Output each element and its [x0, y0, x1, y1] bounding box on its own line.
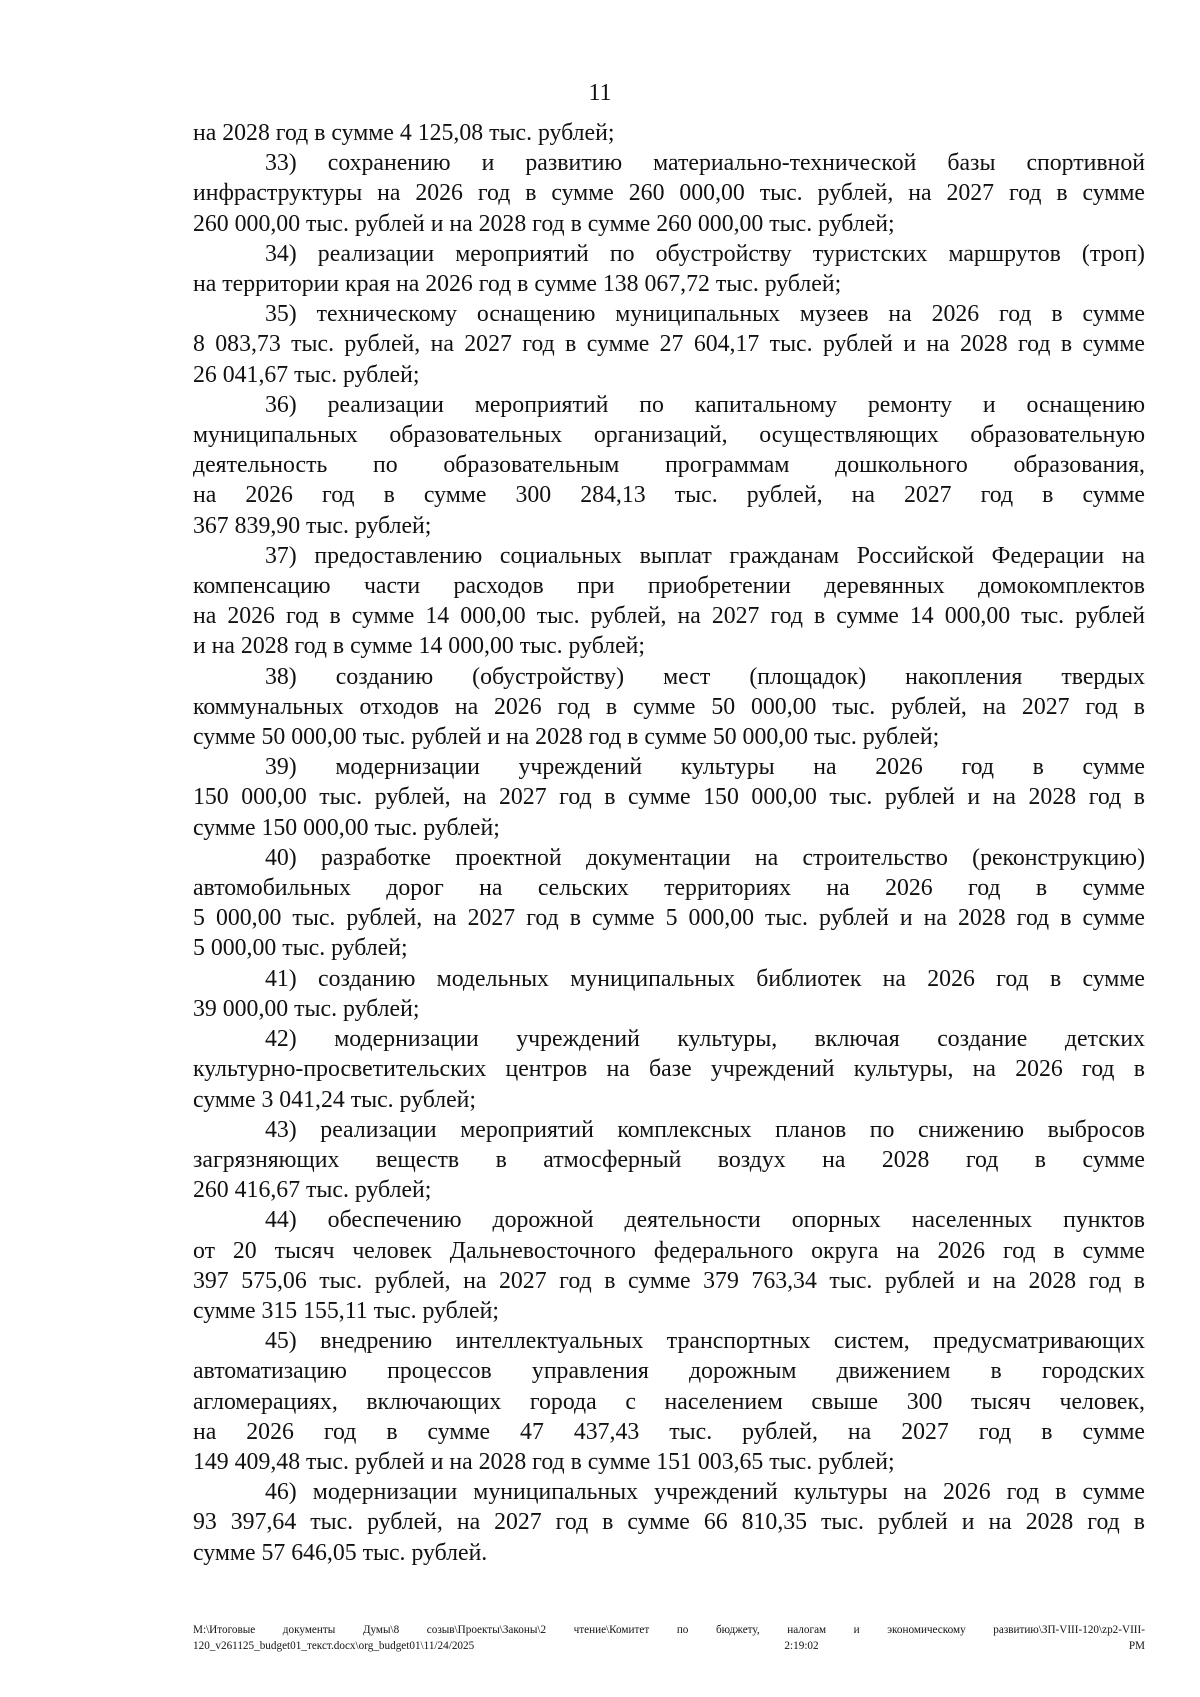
- text-line: муниципальных образовательных организаций, осуществляющих образовательную: [193, 422, 1145, 449]
- text-line: 34) реализации мероприятий по обустройству туристских маршрутов (троп): [265, 240, 1145, 267]
- text-line: 367 839,90 тыс. рублей;: [193, 512, 432, 539]
- paragraph-item-34: [193, 239, 1145, 299]
- text-line: 260 000,00 тыс. рублей и на 2028 год в сумме 260 000,00 тыс. рублей;: [193, 210, 895, 237]
- text-line: 149 409,48 тыс. рублей и на 2028 год в сумме 151 003,65 тыс. рублей;: [193, 1448, 895, 1475]
- text-line: деятельность по образовательным программам дошкольного образования,: [193, 452, 1145, 479]
- text-line: и на 2028 год в сумме 14 000,00 тыс. рублей;: [193, 633, 646, 660]
- paragraph-item-44: [193, 1205, 1145, 1326]
- text-line: на 2026 год в сумме 47 437,43 тыс. рублей, на 2027 год в сумме: [193, 1418, 1145, 1445]
- page-number: 11: [588, 80, 612, 106]
- text-line: сумме 315 155,11 тыс. рублей;: [193, 1297, 499, 1324]
- footer-line: 120_v261125_budget01_текст.docx\org_budget01\11/24/2025 2:19:02 PM: [193, 1640, 1145, 1652]
- text-line: коммунальных отходов на 2026 год в сумме 50 000,00 тыс. рублей, на 2027 год в: [193, 693, 1145, 720]
- text-line: на территории края на 2026 год в сумме 138 067,72 тыс. рублей;: [193, 271, 842, 298]
- text-line: 38) созданию (обустройству) мест (площадок) накопления твердых: [265, 663, 1145, 690]
- text-line: агломерациях, включающих города с населением свыше 300 тысяч человек,: [193, 1388, 1145, 1415]
- text-line: на 2026 год в сумме 300 284,13 тыс. рублей, на 2027 год в сумме: [193, 482, 1145, 509]
- text-line: 41) созданию модельных муниципальных библиотек на 2026 год в сумме: [265, 965, 1145, 992]
- text-line: 33) сохранению и развитию материально-технической базы спортивной: [265, 150, 1145, 177]
- text-line: автомобильных дорог на сельских территориях на 2026 год в сумме: [193, 875, 1145, 902]
- text-line: 42) модернизации учреждений культуры, включая создание детских: [265, 1026, 1145, 1053]
- text-line: сумме 150 000,00 тыс. рублей;: [193, 814, 500, 841]
- paragraph-item-41: [193, 964, 1145, 1024]
- text-line: инфраструктуры на 2026 год в сумме 260 000,00 тыс. рублей, на 2027 год в сумме: [193, 180, 1145, 207]
- text-line: на 2028 год в сумме 4 125,08 тыс. рублей;: [193, 120, 615, 146]
- text-line: автоматизацию процессов управления дорожным движением в городских: [193, 1358, 1145, 1385]
- text-line: 36) реализации мероприятий по капитальному ремонту и оснащению: [265, 391, 1145, 418]
- text-line: 397 575,06 тыс. рублей, на 2027 год в сумме 379 763,34 тыс. рублей и на 2028 год в: [193, 1267, 1145, 1294]
- paragraph-item-33: [193, 148, 1145, 239]
- document-body: [193, 118, 1145, 1568]
- paragraph-item-36: [193, 390, 1145, 541]
- paragraph-item-45: [193, 1326, 1145, 1477]
- text-line: 44) обеспечению дорожной деятельности опорных населенных пунктов: [265, 1207, 1145, 1234]
- text-line: сумме 50 000,00 тыс. рублей и на 2028 год в сумме 50 000,00 тыс. рублей;: [193, 724, 940, 751]
- text-line: сумме 57 646,05 тыс. рублей.: [193, 1539, 488, 1566]
- file-path-footer: [193, 1622, 1145, 1654]
- text-line: 5 000,00 тыс. рублей;: [193, 935, 408, 962]
- text-line: 45) внедрению интеллектуальных транспортных систем, предусматривающих: [265, 1328, 1145, 1355]
- text-line: 260 416,67 тыс. рублей;: [193, 1177, 432, 1204]
- text-line: сумме 3 041,24 тыс. рублей;: [193, 1086, 477, 1113]
- paragraph: [193, 118, 1145, 148]
- text-line: культурно-просветительских центров на базе учреждений культуры, на 2026 год в: [193, 1056, 1145, 1083]
- text-line: 39 000,00 тыс. рублей;: [193, 995, 420, 1022]
- paragraph-item-35: [193, 299, 1145, 390]
- text-line: 39) модернизации учреждений культуры на 2026 год в сумме: [265, 754, 1145, 781]
- paragraph-item-37: [193, 541, 1145, 662]
- text-line: 26 041,67 тыс. рублей;: [193, 361, 420, 388]
- text-line: 35) техническому оснащению муниципальных музеев на 2026 год в сумме: [265, 301, 1145, 328]
- paragraph-item-43: [193, 1115, 1145, 1206]
- paragraph-item-40: [193, 843, 1145, 964]
- text-line: 8 083,73 тыс. рублей, на 2027 год в сумме 27 604,17 тыс. рублей и на 2028 год в сумме: [193, 331, 1145, 358]
- text-line: 40) разработке проектной документации на строительство (реконструкцию): [265, 844, 1145, 871]
- paragraph-item-46: [193, 1477, 1145, 1568]
- paragraph-item-38: [193, 662, 1145, 753]
- text-line: загрязняющих веществ в атмосферный воздух на 2028 год в сумме: [193, 1146, 1145, 1173]
- text-line: от 20 тысяч человек Дальневосточного федерального округа на 2026 год в сумме: [193, 1237, 1145, 1264]
- text-line: 37) предоставлению социальных выплат гражданам Российской Федерации на: [265, 542, 1145, 569]
- paragraph-item-39: [193, 752, 1145, 843]
- footer-line: M:\Итоговые документы Думы\8 созыв\Проекты\Законы\2 чтение\Комитет по бюджету, налогам и экономическому развитию\ЗП-VIII-120\zp2-VIII-: [193, 1624, 1145, 1636]
- text-line: 93 397,64 тыс. рублей, на 2027 год в сумме 66 810,35 тыс. рублей и на 2028 год в: [193, 1509, 1145, 1536]
- paragraph-item-42: [193, 1024, 1145, 1115]
- text-line: 46) модернизации муниципальных учреждений культуры на 2026 год в сумме: [265, 1479, 1145, 1506]
- text-line: на 2026 год в сумме 14 000,00 тыс. рублей, на 2027 год в сумме 14 000,00 тыс. рублей: [193, 603, 1145, 630]
- text-line: компенсацию части расходов при приобретении деревянных домокомплектов: [193, 573, 1145, 600]
- text-line: 43) реализации мероприятий комплексных планов по снижению выбросов: [265, 1116, 1145, 1143]
- text-line: 5 000,00 тыс. рублей, на 2027 год в сумме 5 000,00 тыс. рублей и на 2028 год в сумме: [193, 905, 1145, 932]
- text-line: 150 000,00 тыс. рублей, на 2027 год в сумме 150 000,00 тыс. рублей и на 2028 год в: [193, 784, 1145, 811]
